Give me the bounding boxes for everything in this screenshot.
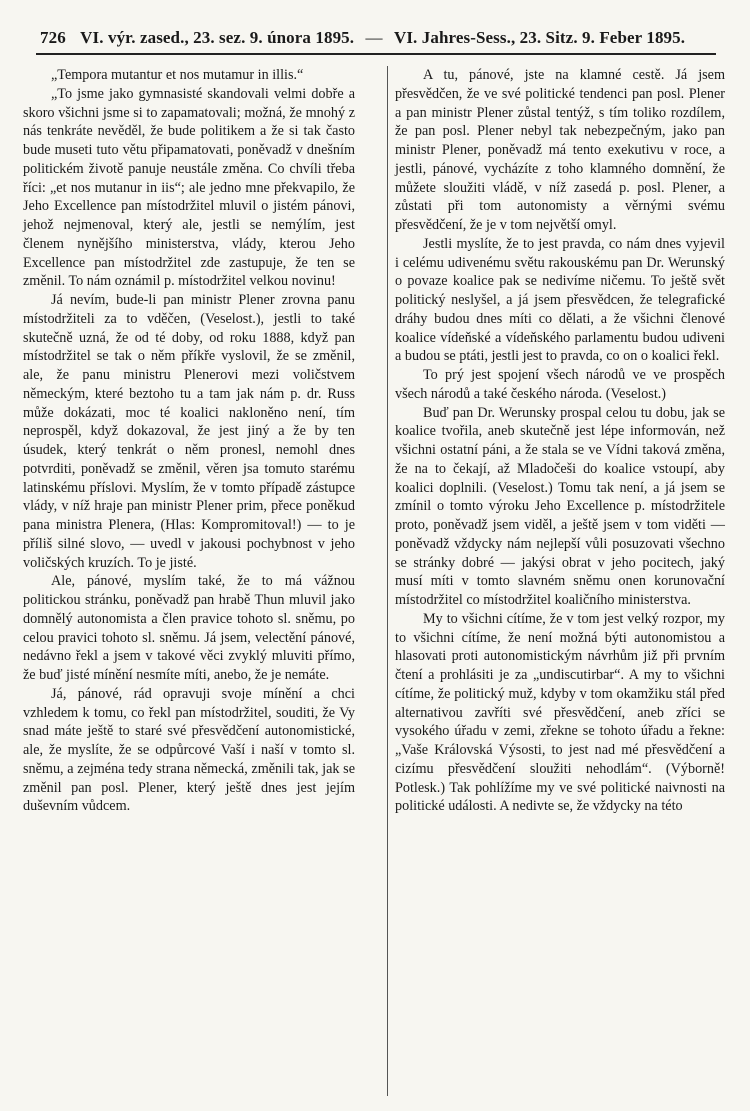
paragraph: Jestli myslíte, že to jest pravda, co nám dnes vyjevil i celému udivenému světu rakouskému pan Dr. Werunský o povaze koalice pak se nedivíme ničemu. To ještě svět politický neslyšel, a já jsem přesvědcen, že telegrafické dráhy budou dnes míti co dělati, a že všichni členové koalice vídeňské a vídeňského parlamentu budou udiveni a budou se ptáti, jestli jest to pravda, co on o koalici řekl. — [395, 235, 725, 365]
paragraph: To prý jest spojení všech národů ve ve prospěch všech národů a také českého národa. (Veselost.) — [395, 367, 725, 402]
paragraph: Buď pan Dr. Werunsky prospal celou tu dobu, jak se koalice tvořila, aneb skutečně jest lépe informován, než všichni ostatní páni, a že stala se ve Vídni taková změna, že na to čekají, až Mladočeši do koalice vstoupí, aby koalici doplnili. (Veselost.) Tomu tak není, a já jsem se zmínil o tomto výroku Jeho Excellence p. místodržitele proto, poněvadž jsem viděl, a ještě jsem v tom viděti — poněvadž vždycky nám nejlepší vůli posuzovati všechno se stránky dobré — jakýsi obrat v jeho pocitech, jaký musí míti v tomto slavném sněmu onen korunovační místodržitel co místodržitel koaličního ministerstva. — [395, 404, 725, 608]
header-separator: — — [365, 28, 383, 47]
header-rule — [36, 53, 716, 55]
page-number: 726 — [40, 28, 66, 47]
paragraph: „Tempora mutantur et nos mutamur in illis.“ — [51, 67, 304, 83]
page-header — [40, 28, 710, 50]
paragraph: My to všichni cítíme, že v tom jest velký rozpor, my to všichni cítíme, že není možná býti autonomistou a hlasovati proti autonomistickým návrhům již při prvním čtení a prohlásiti je za „undiscutirbar“. A my to všichni cítíme, že politický muž, kdyby v tom okamžiku stál před alternativou zavříti své přesvědčení, aneb zříci se vysokého úřadu v zemi, zřekne se tohoto úřadu a řekne: „Vaše Královská Výsosti, to jest nad mé přesvědčení a cizímu přesvědčení sloužiti nehodlám“. (Výborně! Potlesk.) Tak pohlížíme my ve své politické naivnosti na politické události. A nedivte se, že vždycky na této — [395, 610, 725, 815]
header-left-section: VI. výr. zased., 23. sez. 9. února 1895. — [80, 28, 355, 47]
paragraph: Já, pánové, rád opravuji svoje mínění a chci vzhledem k tomu, co řekl pan místodržitel, souditi, že Vy snad máte ještě to staré své přesvědčení autonomistické, ale, že myslíte, že se odpůrcové Vaší i naší v tomto sl. sněmu, a zejména tedy strana německá, změnili tak, jak se změnil pan posl. Plener, který ještě dnes jest jejím duševním vůdcem. — [23, 685, 355, 815]
paragraph: „To jsme jako gymnasisté skandovali velmi dobře a skoro všichni jsme si to zapamatovali; možná, že mnohý z nás tenkráte nevěděl, že bude politikem a že si tak často bude museti tuto větu připamatovati, poněvadž v dnešním politickém životě panuje neustále změna. Co chvíli třeba říci: „et nos mutanur in iis“; ale jedno mne překvapilo, že Jeho Excellence pan místodržitel mluvil o jistém pánovi, jehož nejmenoval, který ale, jestli se nemýlím, jest členem nynějšího ministerstva, vlády, kterou Jeho Excellence pan místodržitel zde zastupuje, že ten se změnil. To nám oznámil p. místodržitel velkou novinu! — [23, 85, 355, 290]
paragraph: A tu, pánové, jste na klamné cestě. Já jsem přesvědčen, že ve své politické tendenci pan posl. Plener a pan ministr Plener zůstal tentýž, s tím toliko rozdílem, že pan posl. Plener nebyl tak nebezpečným, jako pan ministr Plener, poněvadž má tento exekutivu v roce, a jestli, pánové, vycházíte z toho klamného domnění, že můžete sloužiti vládě, v níž zasedá p. posl. Plener, a zůstati při tom autonomisty a věrnými svému přesvědčení, že je v tom největší omyl. — [395, 67, 725, 233]
paragraph: Já nevím, bude-li pan ministr Plener zrovna panu místodržiteli za to vděčen, (Veselost.), jestli to také skutečně uzná, že od té doby, od roku 1888, když pan místodržitel se tak o něm příkře vyslovil, že se změnil, ale, že panu ministru Plenerovi mezi voličstvem německým, které beztoho tu a tam jak nám p. dr. Russ může dokázati, moc té koalici nakloněno není, tím neprospěl, když dokazoval, že jest jiný a že by ten úsudek, který tenkrát o něm pronesl, nemohl dnes potvrditi, poněvadž se změnil, věren jsa tomuto starému latinskému příslovi. Myslím, že v tomto případě zástupce vlády, v níž hraje pan ministr Plener prim, přece poněkud pana ministra Plenera, (Hlas: Kompromitoval!) — to je příliš silné slovo, — uvedl v jakousi pochybnost v jeho voličských kruzích. To je jisté. — [23, 292, 355, 571]
header-right-section: VI. Jahres-Sess., 23. Sitz. 9. Feber 1895. — [393, 28, 686, 47]
column-divider — [387, 66, 388, 1096]
left-column — [23, 66, 355, 816]
paragraph: Ale, pánové, myslím také, že to má vážnou politickou stránku, poněvadž pan hrabě Thun mluvil jako domnělý autonomista a člen pravice tohoto sl. sněmu, po celou pravici tohoto sl. sněmu. Já jsem, velectění pánové, nedávno řekl a jsem v takové věci zvyklý mluviti přímo, že buď jisté mínění nesmíte míti, anebo, že je nemáte. — [23, 573, 355, 683]
right-column — [395, 66, 725, 816]
